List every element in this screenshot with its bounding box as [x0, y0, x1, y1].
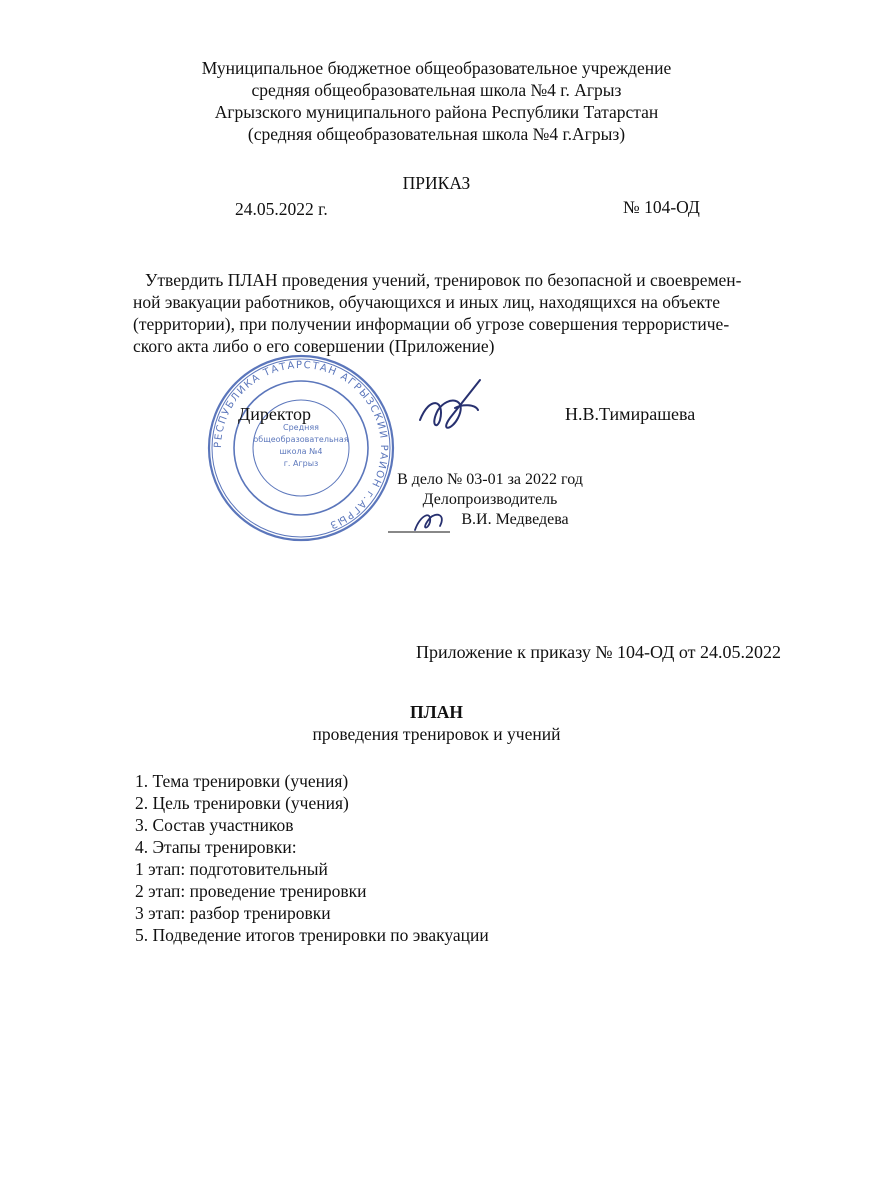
body-line-3: (территории), при получении информации об угрозе совершения террористиче- — [133, 314, 730, 334]
order-title: ПРИКАЗ — [402, 173, 471, 193]
director-signature — [420, 380, 480, 428]
header-line-4: (средняя общеобразовательная школа №4 г.Агрыз) — [247, 124, 626, 144]
seal-center-line-4: г. Агрыз — [283, 459, 319, 468]
order-date: 24.05.2022 г. — [235, 199, 328, 219]
list-item: 4. Этапы тренировки: — [135, 837, 297, 857]
filing-note — [380, 470, 600, 530]
header-line-3: Агрызского муниципального района Республики Татарстан — [214, 102, 659, 122]
body-line-4: ского акта либо о его совершении (Приложение) — [133, 336, 495, 356]
filing-line-2: Делопроизводитель — [422, 491, 558, 508]
order-number: № 104-ОД — [623, 197, 700, 217]
list-item: 5. Подведение итогов тренировки по эвакуации — [135, 925, 489, 945]
director-name: Н.В.Тимирашева — [565, 404, 696, 424]
list-item: 2. Цель тренировки (учения) — [135, 793, 349, 813]
body-line-2: ной эвакуации работников, обучающихся и иных лиц, находящихся на объекте — [133, 292, 721, 312]
seal-center-line-2: общеобразовательная — [253, 435, 349, 444]
filing-line-3: В.И. Медведева — [461, 511, 569, 528]
list-item: 1 этап: подготовительный — [135, 859, 328, 879]
annex-reference: Приложение к приказу № 104-ОД от 24.05.2022 — [416, 642, 781, 662]
list-item: 1. Тема тренировки (учения) — [135, 771, 349, 791]
plan-items — [135, 770, 489, 946]
body-line-1: Утвердить ПЛАН проведения учений, тренировок по безопасной и своевремен- — [145, 270, 742, 290]
header-line-2: средняя общеобразовательная школа №4 г. Агрыз — [251, 80, 622, 100]
director-role: Директор — [238, 404, 312, 424]
header-line-1: Муниципальное бюджетное общеобразовательное учреждение — [201, 58, 672, 78]
plan-title: ПЛАН — [410, 702, 463, 722]
school-seal — [209, 356, 393, 540]
list-item: 3 этап: разбор тренировки — [135, 903, 331, 923]
plan-subtitle: проведения тренировок и учений — [312, 724, 561, 744]
seal-center-line-1: Средняя — [283, 423, 319, 432]
seal-outer-text: РЕСПУБЛИКА ТАТАРСТАН АГРЫЗСКИЙ РАЙОН г.АГРЫЗ — [212, 359, 390, 531]
filing-line-1: В дело № 03-01 за 2022 год — [397, 471, 583, 488]
seal-center-line-3: школа №4 — [279, 447, 323, 456]
list-item: 2 этап: проведение тренировки — [135, 881, 367, 901]
list-item: 3. Состав участников — [135, 815, 294, 835]
